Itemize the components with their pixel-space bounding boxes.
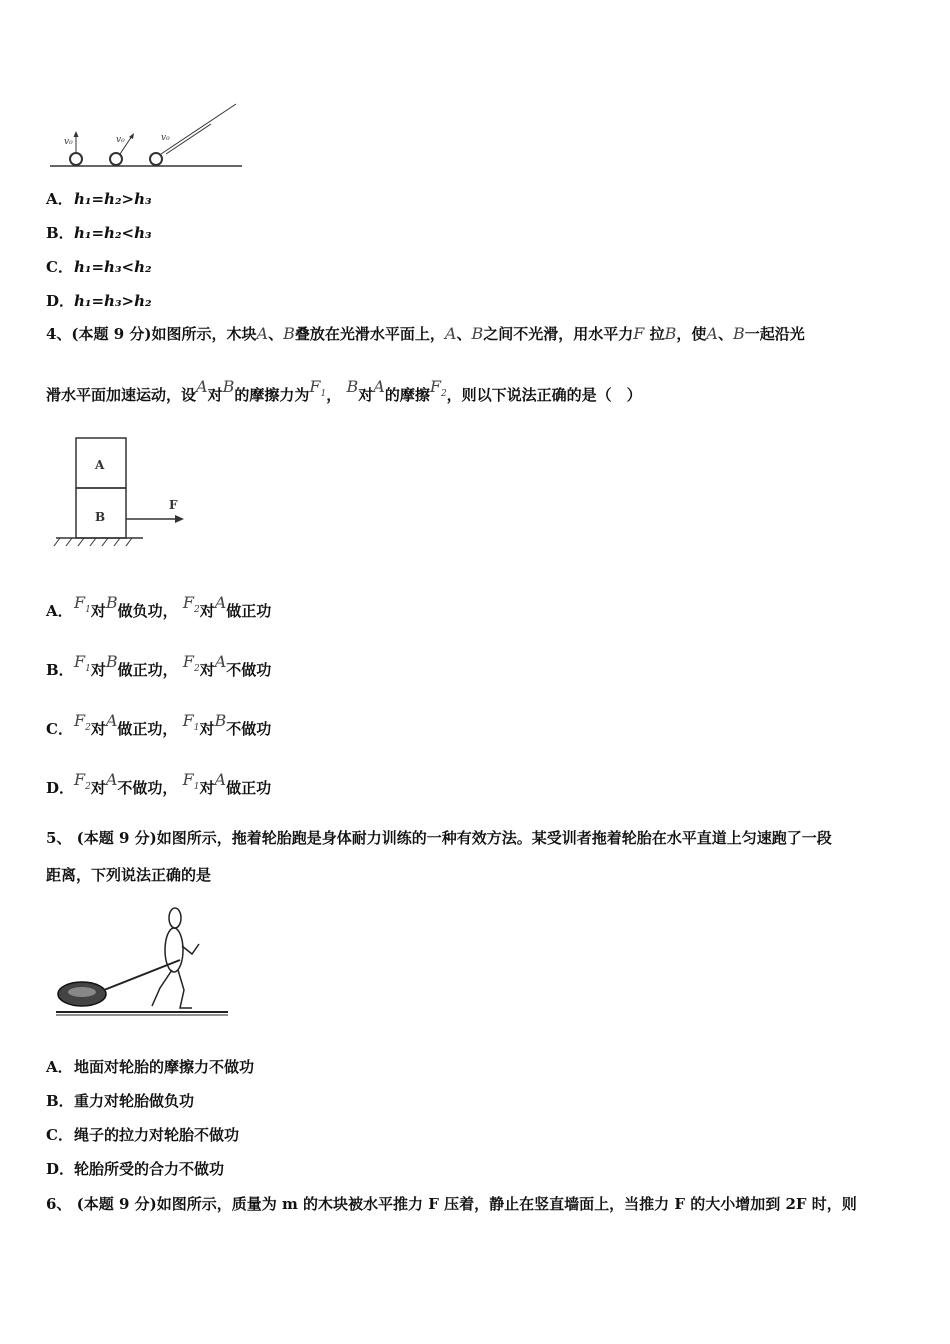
block-b-label: B <box>95 510 106 524</box>
q5-option-b[interactable]: B．重力对轮胎做负功 <box>46 1092 195 1110</box>
q3-option-c[interactable]: C．h₁=h₃<h₂ <box>46 258 152 276</box>
q3-option-a[interactable]: A．h₁=h₂>h₃ <box>46 190 152 208</box>
q4-stem-line1: 4、(本题 9 分)如图所示，木块A、B叠放在光滑水平面上，A、B之间不光滑，用水平力F 拉B，使A、B一起沿光 <box>46 324 805 343</box>
option-text: h₁=h₂>h₃ <box>74 190 152 208</box>
option-text: h₁=h₃>h₂ <box>74 292 152 310</box>
q5-stem-line2: 距离，下列说法正确的是 <box>46 866 212 884</box>
velocity-label: v₀ <box>64 137 73 147</box>
q4-option-d[interactable]: D．$F_2$对A不做功， $F_1$对A做正功 <box>46 770 272 797</box>
force-label: F <box>169 498 178 512</box>
velocity-label: v₀ <box>116 135 125 145</box>
q3-option-d[interactable]: D．h₁=h₃>h₂ <box>46 292 152 310</box>
block-a-label: A <box>95 458 105 472</box>
q4-stem-line2: 滑水平面加速运动，设A对B的摩擦力为$F_1$， B对A的摩擦$F_2$，则以下说法正确的是（ ） <box>46 377 642 404</box>
q5-option-d[interactable]: D．轮胎所受的合力不做功 <box>46 1160 225 1178</box>
q4-option-c[interactable]: C．$F_2$对A做正功， $F_1$对B不做功 <box>46 711 272 738</box>
q4-option-b[interactable]: B．$F_1$对B做正功， $F_2$对A不做功 <box>46 652 272 679</box>
q5-stem-line1: 5、 (本题 9 分)如图所示，拖着轮胎跑是身体耐力训练的一种有效方法。某受训者拖着轮胎在水平直道上匀速跑了一段 <box>46 829 832 847</box>
q6-stem-line1: 6、 (本题 9 分)如图所示，质量为 m 的木块被水平推力 F 压着，静止在竖直墙面上，当推力 F 的大小增加到 2F 时，则 <box>46 1195 857 1213</box>
option-text: h₁=h₂<h₃ <box>74 224 152 242</box>
projectile-figure <box>46 98 246 173</box>
q5-option-c[interactable]: C．绳子的拉力对轮胎不做功 <box>46 1126 240 1144</box>
option-text: h₁=h₃<h₂ <box>74 258 152 276</box>
stacked-blocks-figure <box>48 435 193 550</box>
q4-option-a[interactable]: A．$F_1$对B做负功， $F_2$对A做正功 <box>46 593 272 620</box>
velocity-label: v₀ <box>161 133 170 143</box>
tire-drag-figure <box>52 902 232 1022</box>
q3-option-b[interactable]: B．h₁=h₂<h₃ <box>46 224 152 242</box>
q5-option-a[interactable]: A．地面对轮胎的摩擦力不做功 <box>46 1058 255 1076</box>
